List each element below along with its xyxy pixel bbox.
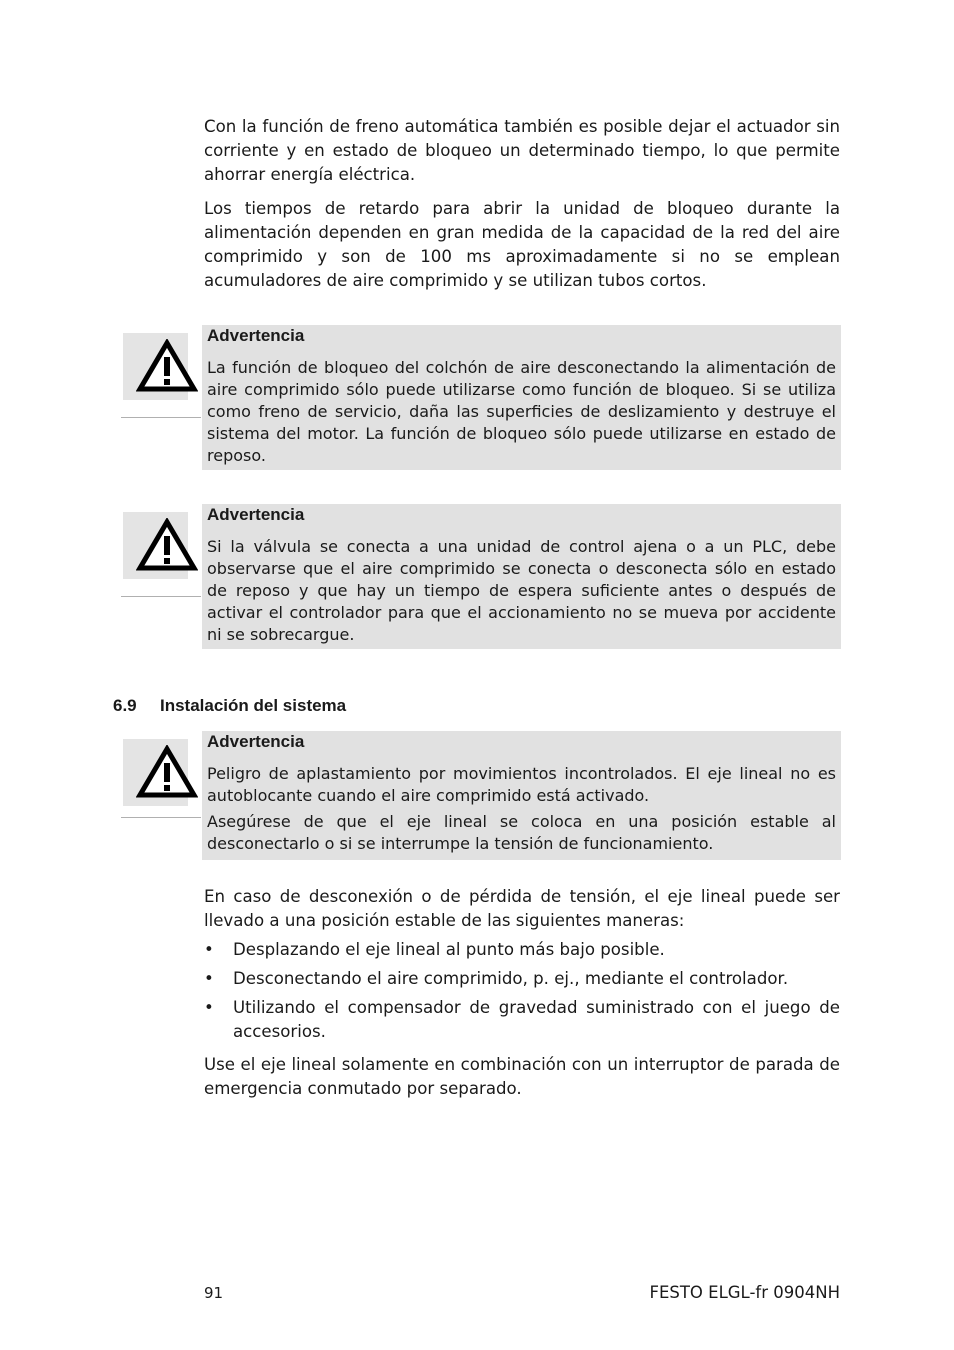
warning-title: Advertencia [207, 505, 305, 524]
intro-paragraph-2: Los tiempos de retardo para abrir la unidad de bloqueo durante la alimentación dependen en gran medida de la capacidad de la red del aire comprimido y son de 100 ms aproximadamente si no se emplean acumuladores de aire comprimido y se utilizan tubos cortos. [204, 199, 840, 290]
list-item [204, 967, 840, 991]
warning-icon-block-2 [121, 512, 201, 598]
list-item-text: Utilizando el compensador de gravedad suministrado con el juego de accesorios. [233, 998, 840, 1041]
bullet-list [204, 938, 840, 1049]
page-number: 91 [204, 1284, 224, 1302]
bullet-mark: • [204, 969, 214, 988]
warning-text-2: Asegúrese de que el eje lineal se coloca en una posición estable al desconectarlo o si se interrumpe la tensión de funcionamiento. [207, 812, 836, 853]
warning-title: Advertencia [207, 732, 305, 751]
warning-text: Peligro de aplastamiento por movimientos incontrolados. El eje lineal no es autoblocante cuando el aire comprimido está activado. [207, 764, 836, 805]
body-paragraph-2: Use el eje lineal solamente en combinación con un interruptor de parada de emergencia conmutado por separado. [204, 1055, 840, 1098]
document-id: FESTO ELGL-fr 0904NH [649, 1283, 840, 1302]
bullet-mark: • [204, 940, 214, 959]
list-item [204, 996, 840, 1044]
warning-text: La función de bloqueo del colchón de aire desconectando la alimentación de aire comprimido sólo puede utilizarse como función de bloqueo. Si se utiliza como freno de servicio, daña las superficies de deslizamiento y destruye el sistema del motor. La función de bloqueo sólo puede utilizarse en estado de reposo. [207, 358, 836, 465]
body-paragraph-1: En caso de desconexión o de pérdida de tensión, el eje lineal puede ser llevado a una posición estable de las siguientes maneras: [204, 887, 840, 930]
warning-icon-block-1 [121, 333, 201, 419]
intro-paragraph-1: Con la función de freno automática también es posible dejar el actuador sin corriente y en estado de bloqueo un determinado tiempo, lo que permite ahorrar energía eléctrica. [204, 117, 840, 184]
warning-box-3 [202, 731, 841, 860]
warning-triangle-icon [136, 745, 198, 799]
list-item-text: Desconectando el aire comprimido, p. ej., mediante el controlador. [233, 969, 789, 988]
warning-title: Advertencia [207, 326, 305, 345]
warning-box-1 [202, 325, 841, 470]
warning-triangle-icon [136, 518, 198, 572]
warning-box-2 [202, 504, 841, 649]
warning-icon-block-3 [121, 739, 201, 825]
bullet-mark: • [204, 998, 214, 1017]
warning-text: Si la válvula se conecta a una unidad de control ajena o a un PLC, debe observarse que el aire comprimido se conecta o desconecta sólo en estado de reposo y que hay un tiempo de espera suficiente antes o después de activar el controlador para que el accionamiento no se mueva por accidente ni se sobrecargue. [207, 537, 836, 644]
section-number: 6.9 [113, 696, 137, 715]
list-item-text: Desplazando el eje lineal al punto más bajo posible. [233, 940, 665, 959]
list-item [204, 938, 840, 962]
section-title: Instalación del sistema [160, 696, 347, 715]
warning-triangle-icon [136, 339, 198, 393]
